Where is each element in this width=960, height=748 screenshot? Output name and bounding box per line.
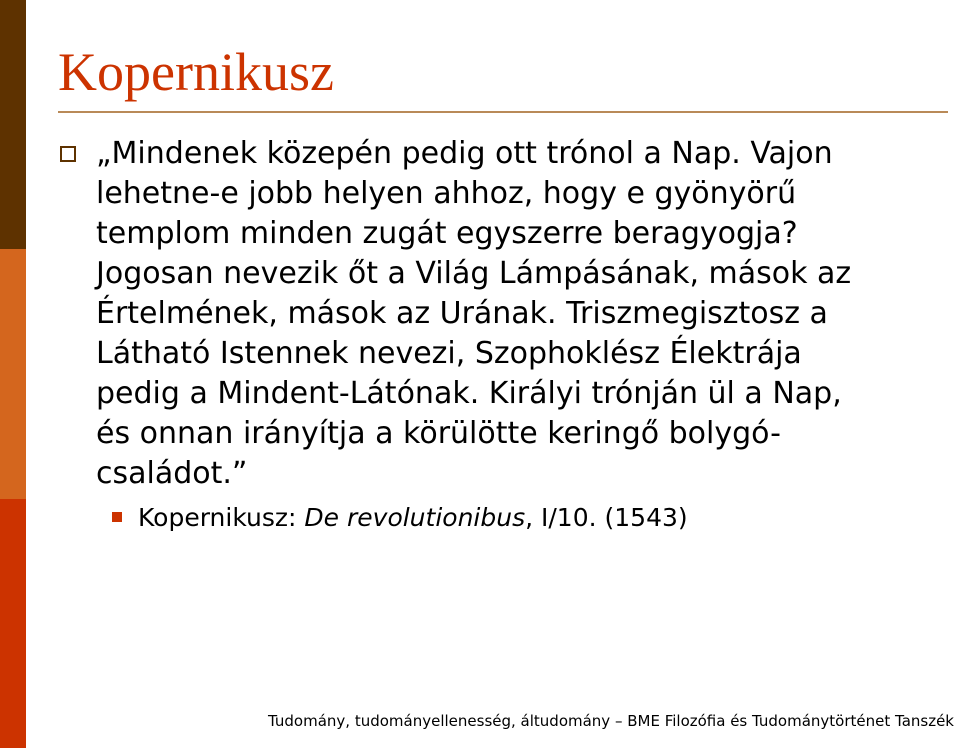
filled-square-bullet-icon xyxy=(112,512,122,522)
quote-line: és onnan irányítja a körülötte keringő bolygó- xyxy=(96,416,781,451)
quote-text xyxy=(96,134,946,494)
quote-line: pedig a Mindent-Látónak. Királyi trónján ül a Nap, xyxy=(96,376,842,411)
quote-line: „Mindenek közepén pedig ott trónol a Nap. Vajon xyxy=(96,136,833,171)
title-divider xyxy=(58,111,948,113)
quote-line: Értelmének, mások az Urának. Triszmegisztosz a xyxy=(96,296,828,331)
quote-line: családot.” xyxy=(96,456,248,491)
citation-work: De revolutionibus xyxy=(304,503,526,532)
citation-reference: , I/10. (1543) xyxy=(525,503,688,532)
quote-line: lehetne-e jobb helyen ahhoz, hogy e gyönyörű xyxy=(96,176,797,211)
side-bar-red xyxy=(0,499,26,748)
citation-author: Kopernikusz: xyxy=(138,503,305,532)
quote-line: Látható Istennek nevezi, Szophoklész Élektrája xyxy=(96,336,802,371)
citation xyxy=(138,500,688,536)
slide-title: Kopernikusz xyxy=(58,42,334,102)
side-bar-orange xyxy=(0,249,26,499)
hollow-square-bullet-icon xyxy=(60,146,76,162)
quote-line: Jogosan nevezik őt a Világ Lámpásának, mások az xyxy=(96,256,852,291)
footer-text: Tudomány, tudományellenesség, áltudomány – BME Filozófia és Tudománytörténet Tanszék xyxy=(268,712,954,730)
quote-line: templom minden zugát egyszerre beragyogja? xyxy=(96,216,798,251)
side-bar-dark xyxy=(0,0,26,249)
